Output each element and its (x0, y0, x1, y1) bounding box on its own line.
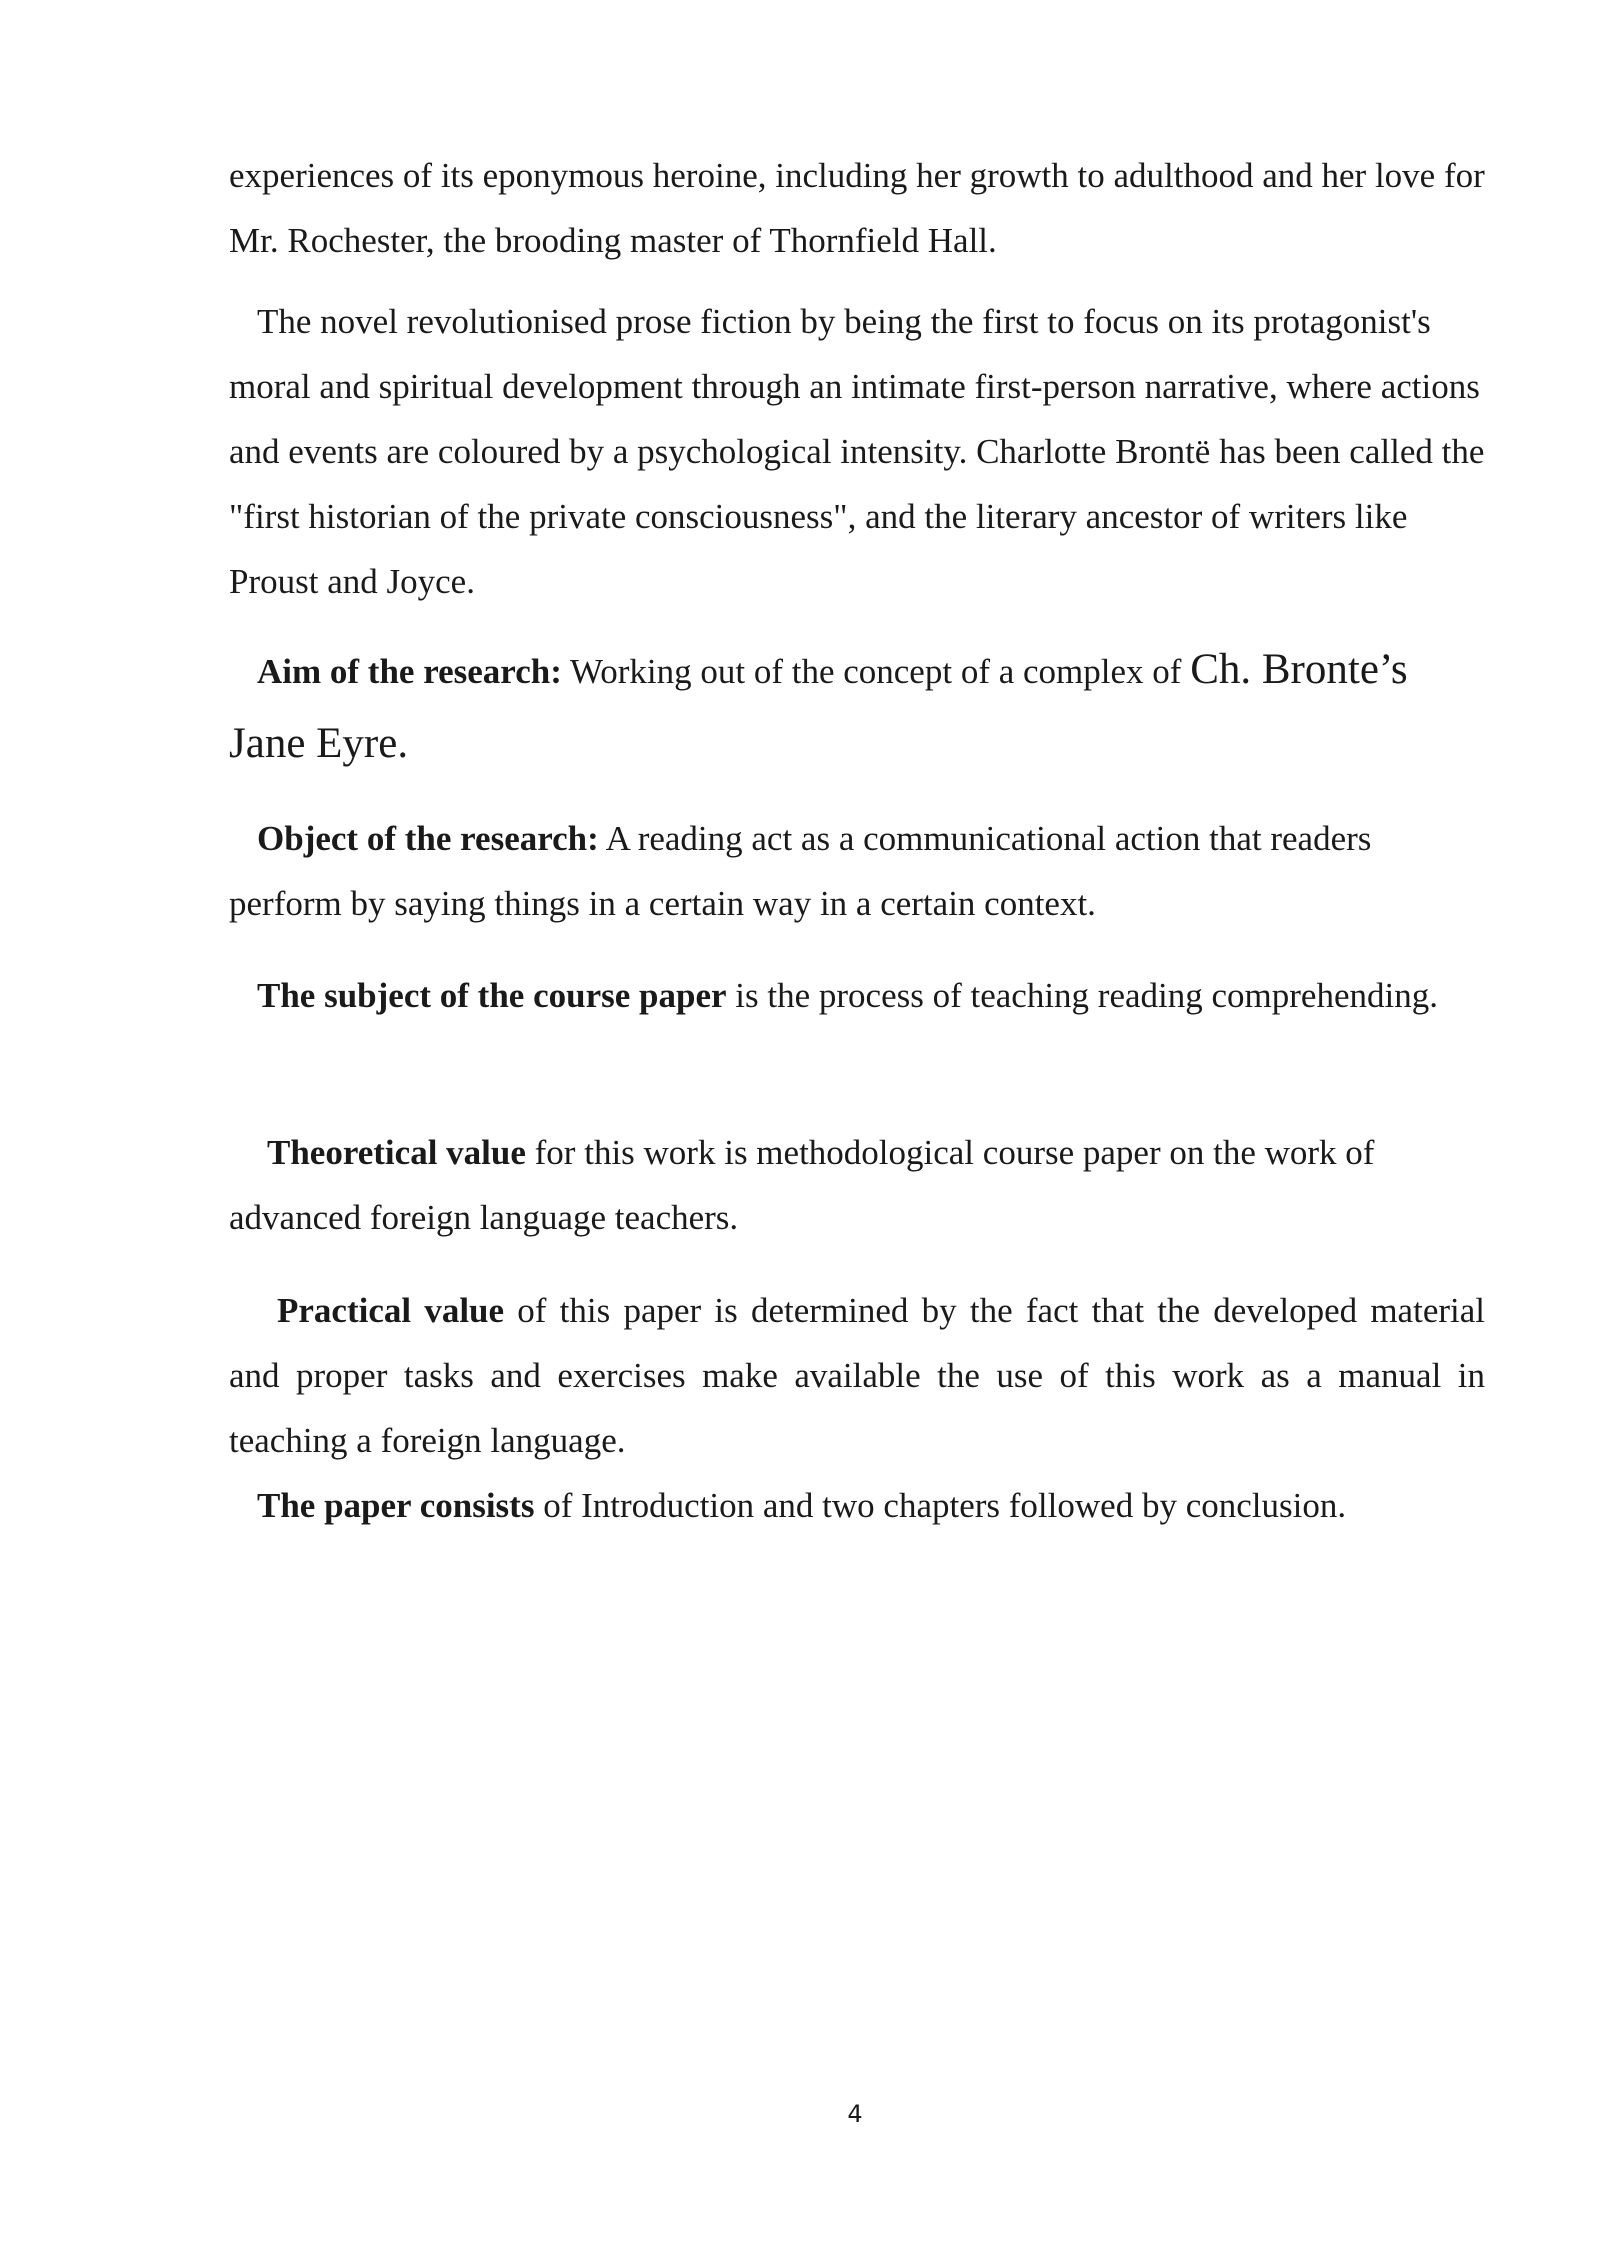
paragraph-novel-revolution (229, 289, 1485, 614)
paper-structure-text: of Introduction and two chapters followed by conclusion. (534, 1486, 1347, 1525)
paragraph-subject (229, 963, 1485, 1028)
object-text: A reading act as a communicational action that readers perform by saying things in a certain way in a certain context. (229, 819, 1372, 923)
subject-text: is the process of teaching reading comprehending. (726, 976, 1438, 1015)
aim-heading: Aim of the research: (257, 652, 562, 691)
paper-structure-heading: The paper consists (257, 1486, 535, 1525)
page-number: 4 (847, 2100, 863, 2128)
practical-value-text: of this paper is determined by the fact that the developed material and proper tasks and exercises make available the use of this work as a manual in teaching a foreign language. (229, 1291, 1485, 1460)
practical-value-heading: Practical value (277, 1291, 505, 1330)
object-heading: Object of the research: (257, 819, 599, 858)
paragraph-paper-structure (229, 1473, 1485, 1538)
theoretical-value-heading: Theoretical value (267, 1133, 526, 1172)
paragraph-theoretical-value (229, 1120, 1485, 1250)
paragraph-heroine (229, 143, 1485, 273)
paragraph-text: The novel revolutionised prose fiction by being the first to focus on its protagonist's moral and spiritual development through an intimate first-person narrative, where actions and events are coloured by a psychological intensity. Charlotte Brontë has been called the "first historian of the private consciousness", and the literary ancestor of writers like Proust and Joyce. (229, 302, 1485, 601)
aim-book-title: Ch. Bronte’s Jane Eyre. (229, 646, 1408, 767)
theoretical-value-text: for this work is methodological course paper on the work of advanced foreign language teachers. (229, 1133, 1375, 1237)
paragraph-practical-value (229, 1278, 1485, 1473)
paragraph-text: experiences of its eponymous heroine, including her growth to adulthood and her love for Mr. Rochester, the brooding master of Thornfield Hall. (229, 156, 1485, 260)
paragraph-object (229, 806, 1485, 936)
aim-text: Working out of the concept of a complex of (561, 652, 1191, 691)
paragraph-aim (229, 634, 1485, 782)
subject-heading: The subject of the course paper (257, 976, 727, 1015)
